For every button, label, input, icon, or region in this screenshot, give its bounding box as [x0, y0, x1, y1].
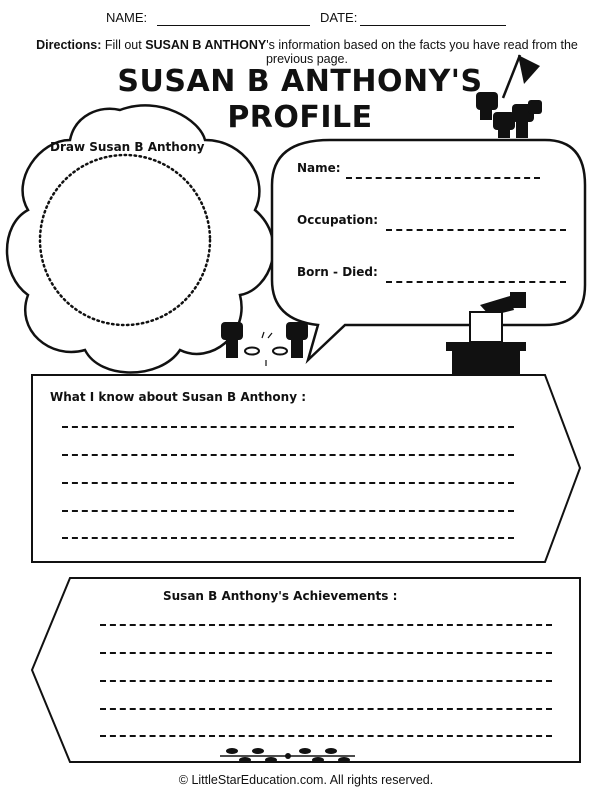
- achievements-label: Susan B Anthony's Achievements :: [163, 589, 398, 603]
- achievements-line[interactable]: [100, 624, 552, 626]
- know-line[interactable]: [62, 537, 514, 539]
- title-line-2: PROFILE: [227, 100, 373, 135]
- broken-chain-fists-icon: [221, 322, 308, 366]
- field-name-line[interactable]: [346, 177, 540, 179]
- name-label: NAME:: [106, 10, 148, 25]
- drawing-area[interactable]: [40, 160, 210, 330]
- know-line[interactable]: [62, 426, 514, 428]
- field-occupation-line[interactable]: [386, 229, 566, 231]
- achievements-line[interactable]: [100, 680, 552, 682]
- field-occupation-label: Occupation:: [297, 213, 379, 227]
- field-born-died-line[interactable]: [386, 281, 566, 283]
- know-label: What I know about Susan B Anthony :: [50, 390, 307, 404]
- field-born-died-label: Born - Died:: [297, 265, 378, 279]
- achievements-line[interactable]: [100, 652, 552, 654]
- page-title: [100, 64, 500, 136]
- draw-label: Draw Susan B Anthony: [50, 140, 205, 154]
- achievements-line[interactable]: [100, 708, 552, 710]
- field-name-label: Name:: [297, 161, 341, 175]
- date-label: DATE:: [320, 10, 358, 25]
- directions-text: Directions: Fill out SUSAN B ANTHONY's information based on the facts you have read from the previous page.: [36, 38, 578, 66]
- know-line[interactable]: [62, 510, 514, 512]
- name-write-line[interactable]: [157, 25, 310, 26]
- know-line[interactable]: [62, 482, 514, 484]
- directions-prefix: Directions:: [36, 38, 102, 52]
- copyright-footer: © LittleStarEducation.com. All rights reserved.: [178, 773, 434, 787]
- date-write-line[interactable]: [360, 25, 506, 26]
- directions-subject: SUSAN B ANTHONY: [145, 38, 267, 52]
- know-line[interactable]: [62, 454, 514, 456]
- achievements-line[interactable]: [100, 735, 552, 737]
- title-line-1: SUSAN B ANTHONY'S: [117, 64, 483, 99]
